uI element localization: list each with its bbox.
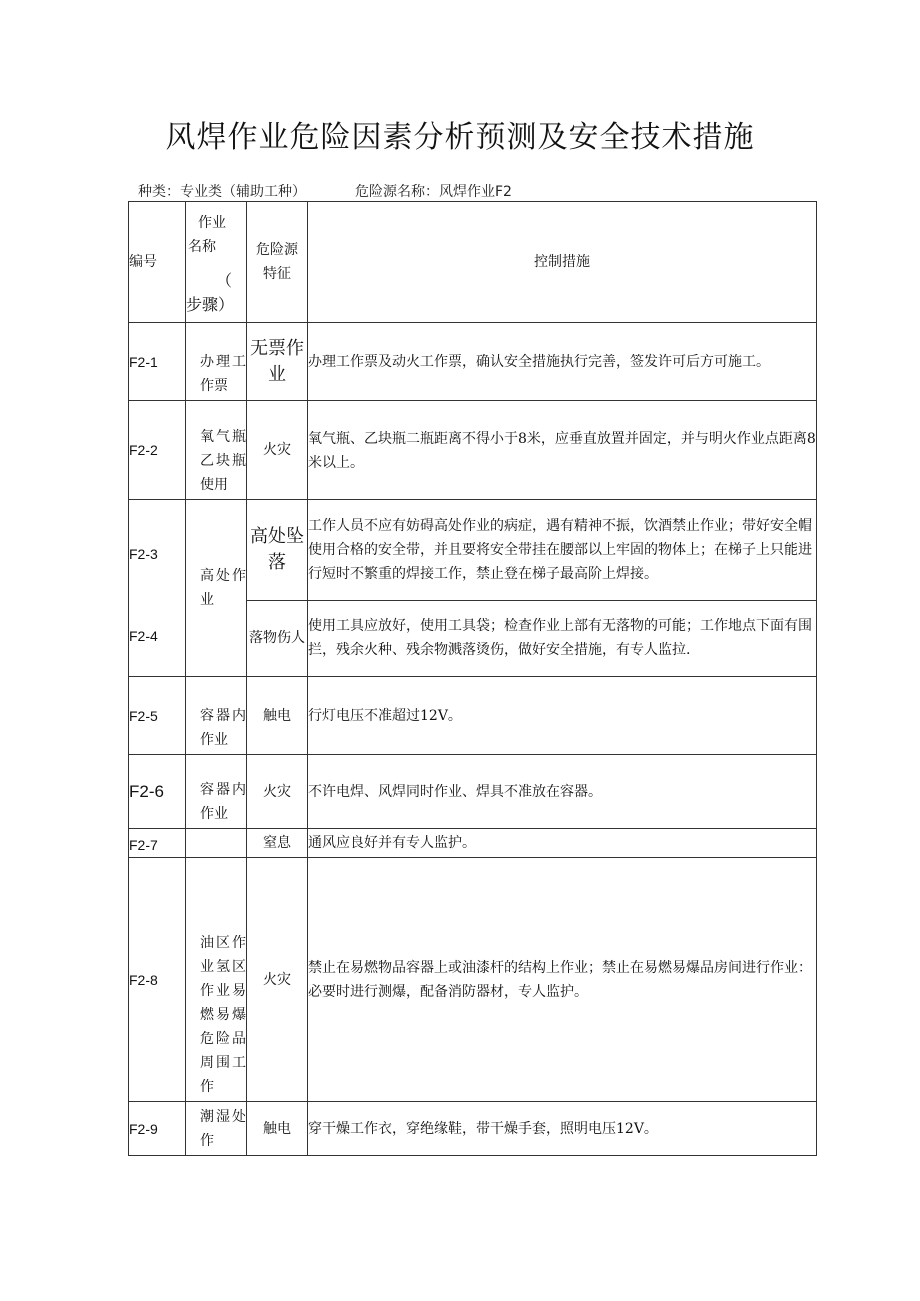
row-code: F2-5: [129, 677, 186, 755]
header-hazard: [247, 202, 308, 323]
row-code: F2-6: [129, 755, 186, 829]
table-row: [129, 858, 817, 1102]
hazard-analysis-table: [128, 201, 817, 1156]
row-hazard: 触电: [247, 1102, 308, 1156]
header-hazard-line1: 危险源: [256, 242, 298, 258]
row-code: F2-9: [129, 1102, 186, 1156]
row-code: F2-2: [129, 401, 186, 500]
row-step: 容器内作业: [186, 677, 247, 755]
row-step: 高处作业: [186, 500, 247, 677]
row-measure: 氧气瓶、乙块瓶二瓶距离不得小于8米，应垂直放置并固定，并与明火作业点距离8米以上。: [308, 401, 817, 500]
table-row: [129, 1102, 817, 1156]
header-measure: 控制措施: [308, 202, 817, 323]
header-step-line1: 作业: [198, 215, 226, 231]
row-measure: 使用工具应放好，使用工具袋；检查作业上部有无落物的可能；工作地点下面有围拦，残余火种、残余物溅落烫伤，做好安全措施，有专人监拉.: [308, 600, 817, 676]
header-step-line4: 步骤）: [186, 295, 235, 314]
table-row: [129, 401, 817, 500]
header-step-line2: 名称: [188, 239, 216, 255]
row-hazard: 窒息: [247, 829, 308, 858]
row-measure: 工作人员不应有妨碍高处作业的病症，遇有精神不振，饮酒禁止作业；带好安全帽使用合格的安全带，并且要将安全带挂在腰部以上牢固的物体上；在梯子上只能进行短时不繁重的焊接工作，禁止登在梯子最高阶上焊接。: [308, 500, 817, 601]
row-measure: 通风应良好并有专人监护。: [308, 829, 817, 858]
row-step: 油区作业氢区作业易燃易爆危险品周围工作: [186, 858, 247, 1102]
row-hazard: 无票作业: [247, 323, 308, 401]
row-code: F2-7: [129, 829, 186, 858]
row-step: 容器内作业: [186, 755, 247, 829]
row-code: F2-8: [129, 858, 186, 1102]
row-step: 氧气瓶乙块瓶使用: [186, 401, 247, 500]
table-row: [129, 323, 817, 401]
header-step: [186, 202, 247, 323]
row-step: 办理工作票: [186, 323, 247, 401]
header-code: 编号: [129, 202, 186, 323]
category-label: 种类：专业类（辅助工种）: [138, 184, 306, 200]
row-hazard: 火灾: [247, 858, 308, 1102]
table-row: [129, 755, 817, 829]
row-code: F2-1: [129, 323, 186, 401]
table-row: [129, 677, 817, 755]
row-hazard: 火灾: [247, 755, 308, 829]
header-step-line3: （: [216, 271, 233, 290]
document-title: 风焊作业危险因素分析预测及安全技术措施: [165, 120, 755, 155]
row-measure: 行灯电压不准超过12V。: [308, 677, 817, 755]
table-header-row: [129, 202, 817, 323]
table-row: [129, 829, 817, 858]
header-hazard-line2: 特征: [263, 266, 291, 282]
row-measure: 不许电焊、风焊同时作业、焊具不准放在容器。: [308, 755, 817, 829]
row-hazard: 高处坠落: [247, 500, 308, 601]
row-hazard: 落物伤人: [247, 600, 308, 676]
hazard-source-label: 危险源名称：风焊作业F2: [355, 184, 512, 200]
row-code: F2-3: [129, 546, 158, 562]
row-hazard: 触电: [247, 677, 308, 755]
row-hazard: 火灾: [247, 401, 308, 500]
row-step: [186, 829, 247, 858]
row-measure: 办理工作票及动火工作票，确认安全措施执行完善，签发许可后方可施工。: [308, 323, 817, 401]
row-code: F2-4: [129, 628, 158, 644]
row-measure: 穿干燥工作衣，穿绝缘鞋，带干燥手套，照明电压12V。: [308, 1102, 817, 1156]
row-code-merged: [129, 500, 186, 677]
row-measure: 禁止在易燃物品容器上或油漆杆的结构上作业；禁止在易燃易爆品房间进行作业：必要时进行测爆，配备消防器材，专人监护。: [308, 858, 817, 1102]
row-step: 潮湿处作: [186, 1102, 247, 1156]
table-row: [129, 500, 817, 601]
